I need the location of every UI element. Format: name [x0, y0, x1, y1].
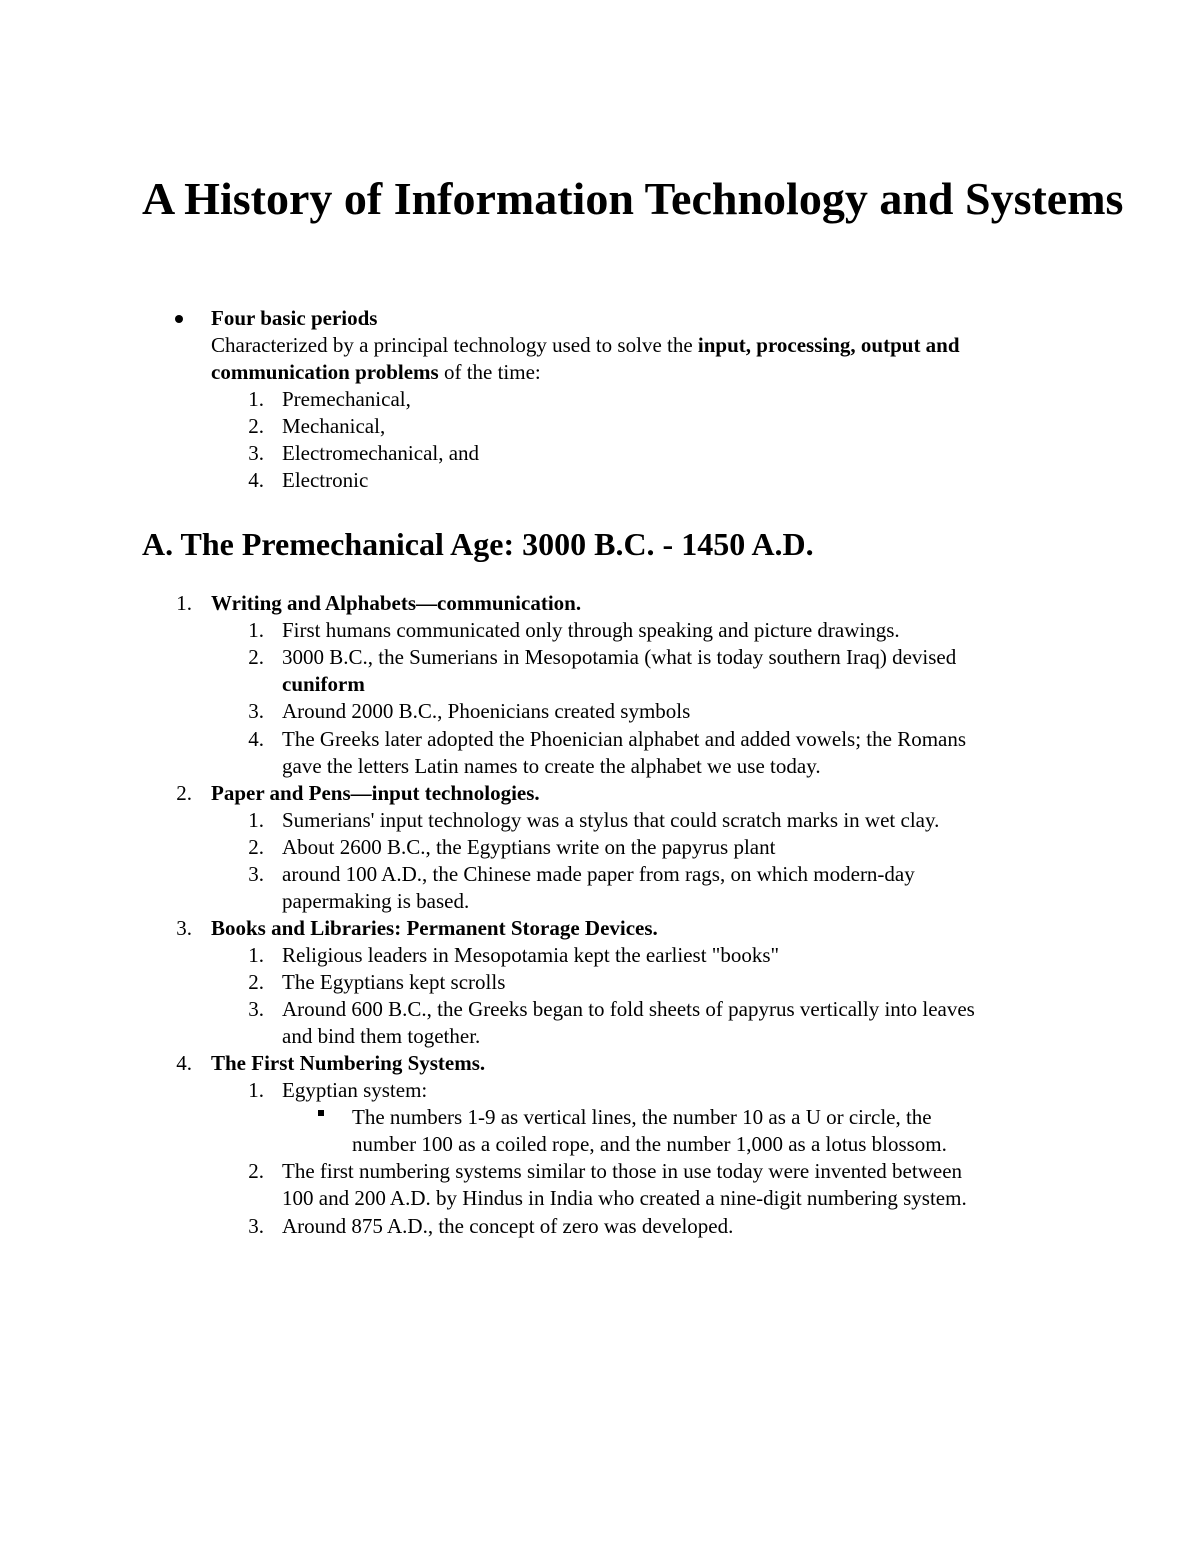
intro-bold-part-1: input, processing, output and — [697, 333, 960, 357]
subitem-number: 1. — [248, 618, 264, 642]
subitem-number: 4. — [248, 727, 264, 751]
subitem-text: Sumerians' input technology was a stylus that could scratch marks in wet clay. — [282, 808, 940, 832]
period-number: 3. — [248, 441, 264, 465]
intro-bold-part-2: communication problems — [211, 360, 439, 384]
square-bullet-icon — [318, 1110, 324, 1116]
subitem-number: 3. — [248, 699, 264, 723]
subitem-text: gave the letters Latin names to create the alphabet we use today. — [282, 754, 821, 778]
intro-text-line-2 — [211, 359, 541, 386]
item-number: 3. — [176, 916, 192, 940]
period-item: Mechanical, — [282, 414, 386, 438]
period-number: 4. — [248, 468, 264, 492]
subitem-number: 1. — [248, 808, 264, 832]
period-number: 1. — [248, 387, 264, 411]
intro-text-part-2: of the time: — [438, 360, 541, 384]
subitem-text: The first numbering systems similar to those in use today were invented between — [282, 1159, 963, 1183]
subitem-text: Egyptian system: — [282, 1078, 428, 1102]
intro-heading: Four basic periods — [211, 306, 378, 330]
item-number: 4. — [176, 1051, 192, 1075]
section-heading: A. The Premechanical Age: 3000 B.C. - 1450 A.D. — [142, 526, 814, 562]
subitem-text: papermaking is based. — [282, 889, 470, 913]
subitem-number: 3. — [248, 1214, 264, 1238]
item-title: The First Numbering Systems. — [211, 1051, 486, 1075]
item-title: Writing and Alphabets—communication. — [211, 591, 582, 615]
bullet-icon — [175, 315, 183, 323]
period-item: Electronic — [282, 468, 369, 492]
item-title: Books and Libraries: Permanent Storage Devices. — [211, 916, 658, 940]
subitem-number: 3. — [248, 997, 264, 1021]
subitem-text: The Egyptians kept scrolls — [282, 970, 506, 994]
subitem-text: 100 and 200 A.D. by Hindus in India who created a nine-digit numbering system. — [282, 1186, 967, 1210]
subitem-number: 2. — [248, 970, 264, 994]
subitem-text: Around 875 A.D., the concept of zero was developed. — [282, 1214, 734, 1238]
subitem-text: Around 600 B.C., the Greeks began to fold sheets of papyrus vertically into leaves — [282, 997, 975, 1021]
subitem-text: The Greeks later adopted the Phoenician alphabet and added vowels; the Romans — [282, 727, 967, 751]
period-number: 2. — [248, 414, 264, 438]
item-number: 1. — [176, 591, 192, 615]
subitem-text: Around 2000 B.C., Phoenicians created symbols — [282, 699, 691, 723]
subitem-number: 2. — [248, 645, 264, 669]
page-title: A History of Information Technology and Systems — [142, 173, 1124, 224]
subitem-text: Religious leaders in Mesopotamia kept the earliest "books" — [282, 943, 780, 967]
subitem-text: First humans communicated only through speaking and picture drawings. — [282, 618, 900, 642]
subitem-bold-text: cuniform — [282, 672, 365, 696]
subitem-text: and bind them together. — [282, 1024, 481, 1048]
subitem-number: 1. — [248, 943, 264, 967]
intro-text-line-1 — [211, 332, 960, 359]
subitem-text: 3000 B.C., the Sumerians in Mesopotamia (what is today southern Iraq) devised — [282, 645, 957, 669]
subitem-number: 2. — [248, 835, 264, 859]
period-item: Electromechanical, and — [282, 441, 480, 465]
bullet-text: The numbers 1-9 as vertical lines, the number 10 as a U or circle, the — [352, 1105, 932, 1129]
subitem-number: 3. — [248, 862, 264, 886]
subitem-text: About 2600 B.C., the Egyptians write on the papyrus plant — [282, 835, 776, 859]
item-title: Paper and Pens—input technologies. — [211, 781, 540, 805]
subitem-number: 1. — [248, 1078, 264, 1102]
period-item: Premechanical, — [282, 387, 411, 411]
intro-text-part-1: Characterized by a principal technology used to solve the — [211, 333, 698, 357]
bullet-text: number 100 as a coiled rope, and the number 1,000 as a lotus blossom. — [352, 1132, 947, 1156]
subitem-text: around 100 A.D., the Chinese made paper from rags, on which modern-day — [282, 862, 915, 886]
subitem-number: 2. — [248, 1159, 264, 1183]
item-number: 2. — [176, 781, 192, 805]
